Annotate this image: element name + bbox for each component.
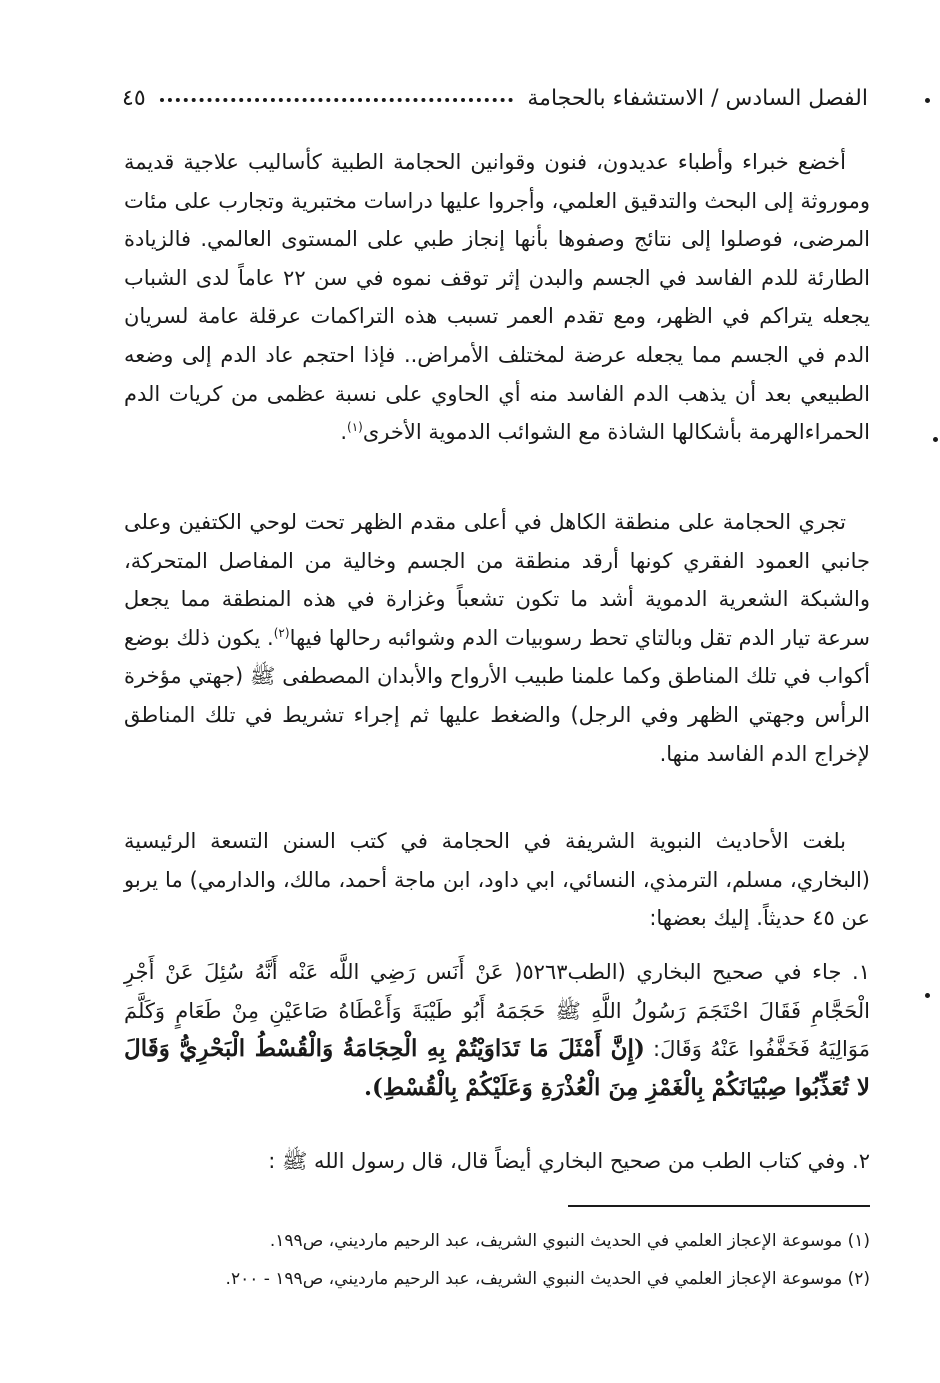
- hadith-item-2: [124, 1142, 870, 1181]
- paragraph-1: [124, 143, 870, 452]
- footnote-ref-2: (٢): [273, 625, 290, 640]
- header-leader-dots: [160, 90, 514, 102]
- scan-margin-mark: [933, 437, 938, 442]
- footnote-1: (١) موسوعة الإعجاز العلمي في الحديث النبوي الشريف، عبد الرحيم مارديني، ص١٩٩.: [269, 1231, 870, 1251]
- hadith-item-1-intro: ١. جاء في صحيح البخاري (الطب٥٢٦٣( عَنْ أَنَس رَضِي اللَّه عَنْه أَنَّهُ سُئِلَ عَنْ أَجْرِ الْحَجَّامِ فَقَالَ احْتَجَمَ رَسُولُ اللَّهِ ﷺ حَجَمَهُ أَبُو طَيْبَةَ وَأَعْطَاهُ صَاعَيْنِ مِنْ طَعَامٍ وَكَلَّمَ مَوَالِيَهُ فَخَفَّفُوا عَنْهُ وَقَالَ:: [124, 960, 870, 1062]
- hadith-item-2-text: ٢. وفي كتاب الطب من صحيح البخاري أيضاً قال، قال رسول الله ﷺ :: [268, 1149, 870, 1173]
- footnote-ref-1: (١): [347, 420, 363, 435]
- scan-margin-mark: [925, 993, 930, 998]
- paragraph-3: [124, 822, 870, 938]
- page-number: ٤٥: [122, 85, 146, 111]
- hadith-quote: (إِنَّ أَمْثَلَ مَا تَدَاوَيْتُمْ بِهِ الْحِجَامَةُ وَالْقُسْطُ الْبَحْرِيُّ وَقَالَ لا تُعَذِّبُوا صِبْيَانَكُمْ بِالْغَمْزِ مِنَ الْعُذْرَةِ وَعَلَيْكُمْ بِالْقُسْطِ).: [124, 1035, 870, 1101]
- chapter-title: الفصل السادس / الاستشفاء بالحجامة: [527, 85, 868, 111]
- running-header: [122, 78, 868, 118]
- paragraph-1-text: أخضع خبراء وأطباء عديدون، فنون وقوانين الحجامة الطبية كأساليب علاجية قديمة وموروثة إلى البحث والتدقيق العلمي، وأجروا عليها دراسات مختبرية وتجارب على مئات المرضى، فوصلوا إلى نتائج وصفوها بأنها إنجاز طبي على المستوى العالمي. فالزيادة الطارئة للدم الفاسد في الجسم والبدن إثر توقف نموه في سن ٢٢ عاماً لدى الشباب يجعله يتراكم في الظهر، ومع تقدم العمر تسبب هذه التراكمات عرقلة عامة لسريان الدم في الجسم مما يجعله عرضة لمختلف الأمراض.. فإذا احتجم عاد الدم إلى وضعه الطبيعي بعد أن يذهب الدم الفاسد منه أي الحاوي على نسبة عظمى من كريات الدم الحمراءالهرمة بأشكالها الشاذة مع الشوائب الدموية الأخرى: [124, 150, 871, 445]
- paragraph-2: [124, 503, 870, 773]
- paragraph-3-text: بلغت الأحاديث النبوية الشريفة في الحجامة في كتب السنن التسعة الرئيسية (البخاري، مسلم، الترمذي، النسائي، ابي داود، ابن ماجة أحمد، مالك، والدارمي) ما يربو عن ٤٥ حديثاً. إليك بعضها:: [124, 829, 870, 931]
- footnotes: [124, 1222, 870, 1298]
- paragraph-2-tail: . يكون ذلك بوضع أكواب في تلك المناطق وكما علمنا طبيب الأرواح والأبدان المصطفى ﷺ (جهتي مؤخرة الرأس وجهتي الظهر وفي الرجل) والضغط عليها ثم إجراء تشريط في تلك المناطق لإخراج الدم الفاسد منها.: [124, 625, 870, 766]
- scan-margin-mark: [925, 98, 930, 103]
- paragraph-1-tail: .: [340, 420, 348, 445]
- paragraph-2-text: تجري الحجامة على منطقة الكاهل في أعلى مقدم الظهر تحت لوحي الكتفين وعلى جانبي العمود الفقري كونها أرقد منطقة من الجسم وخالية من المفاصل المتحركة، والشبكة الشعرية الدموية أشد ما تكون تشعباً وغزارة في هذه المنطقة مما يجعل سرعة تيار الدم تقل وبالتاي تحط رسوبيات الدم وشوائبه رحالها فيها: [124, 510, 870, 650]
- footnote-2: (٢) موسوعة الإعجاز العلمي في الحديث النبوي الشريف، عبد الرحيم مارديني، ص١٩٩ - ٢٠٠.: [225, 1269, 870, 1289]
- hadith-item-1: [124, 953, 870, 1107]
- footnote-separator: [568, 1205, 870, 1207]
